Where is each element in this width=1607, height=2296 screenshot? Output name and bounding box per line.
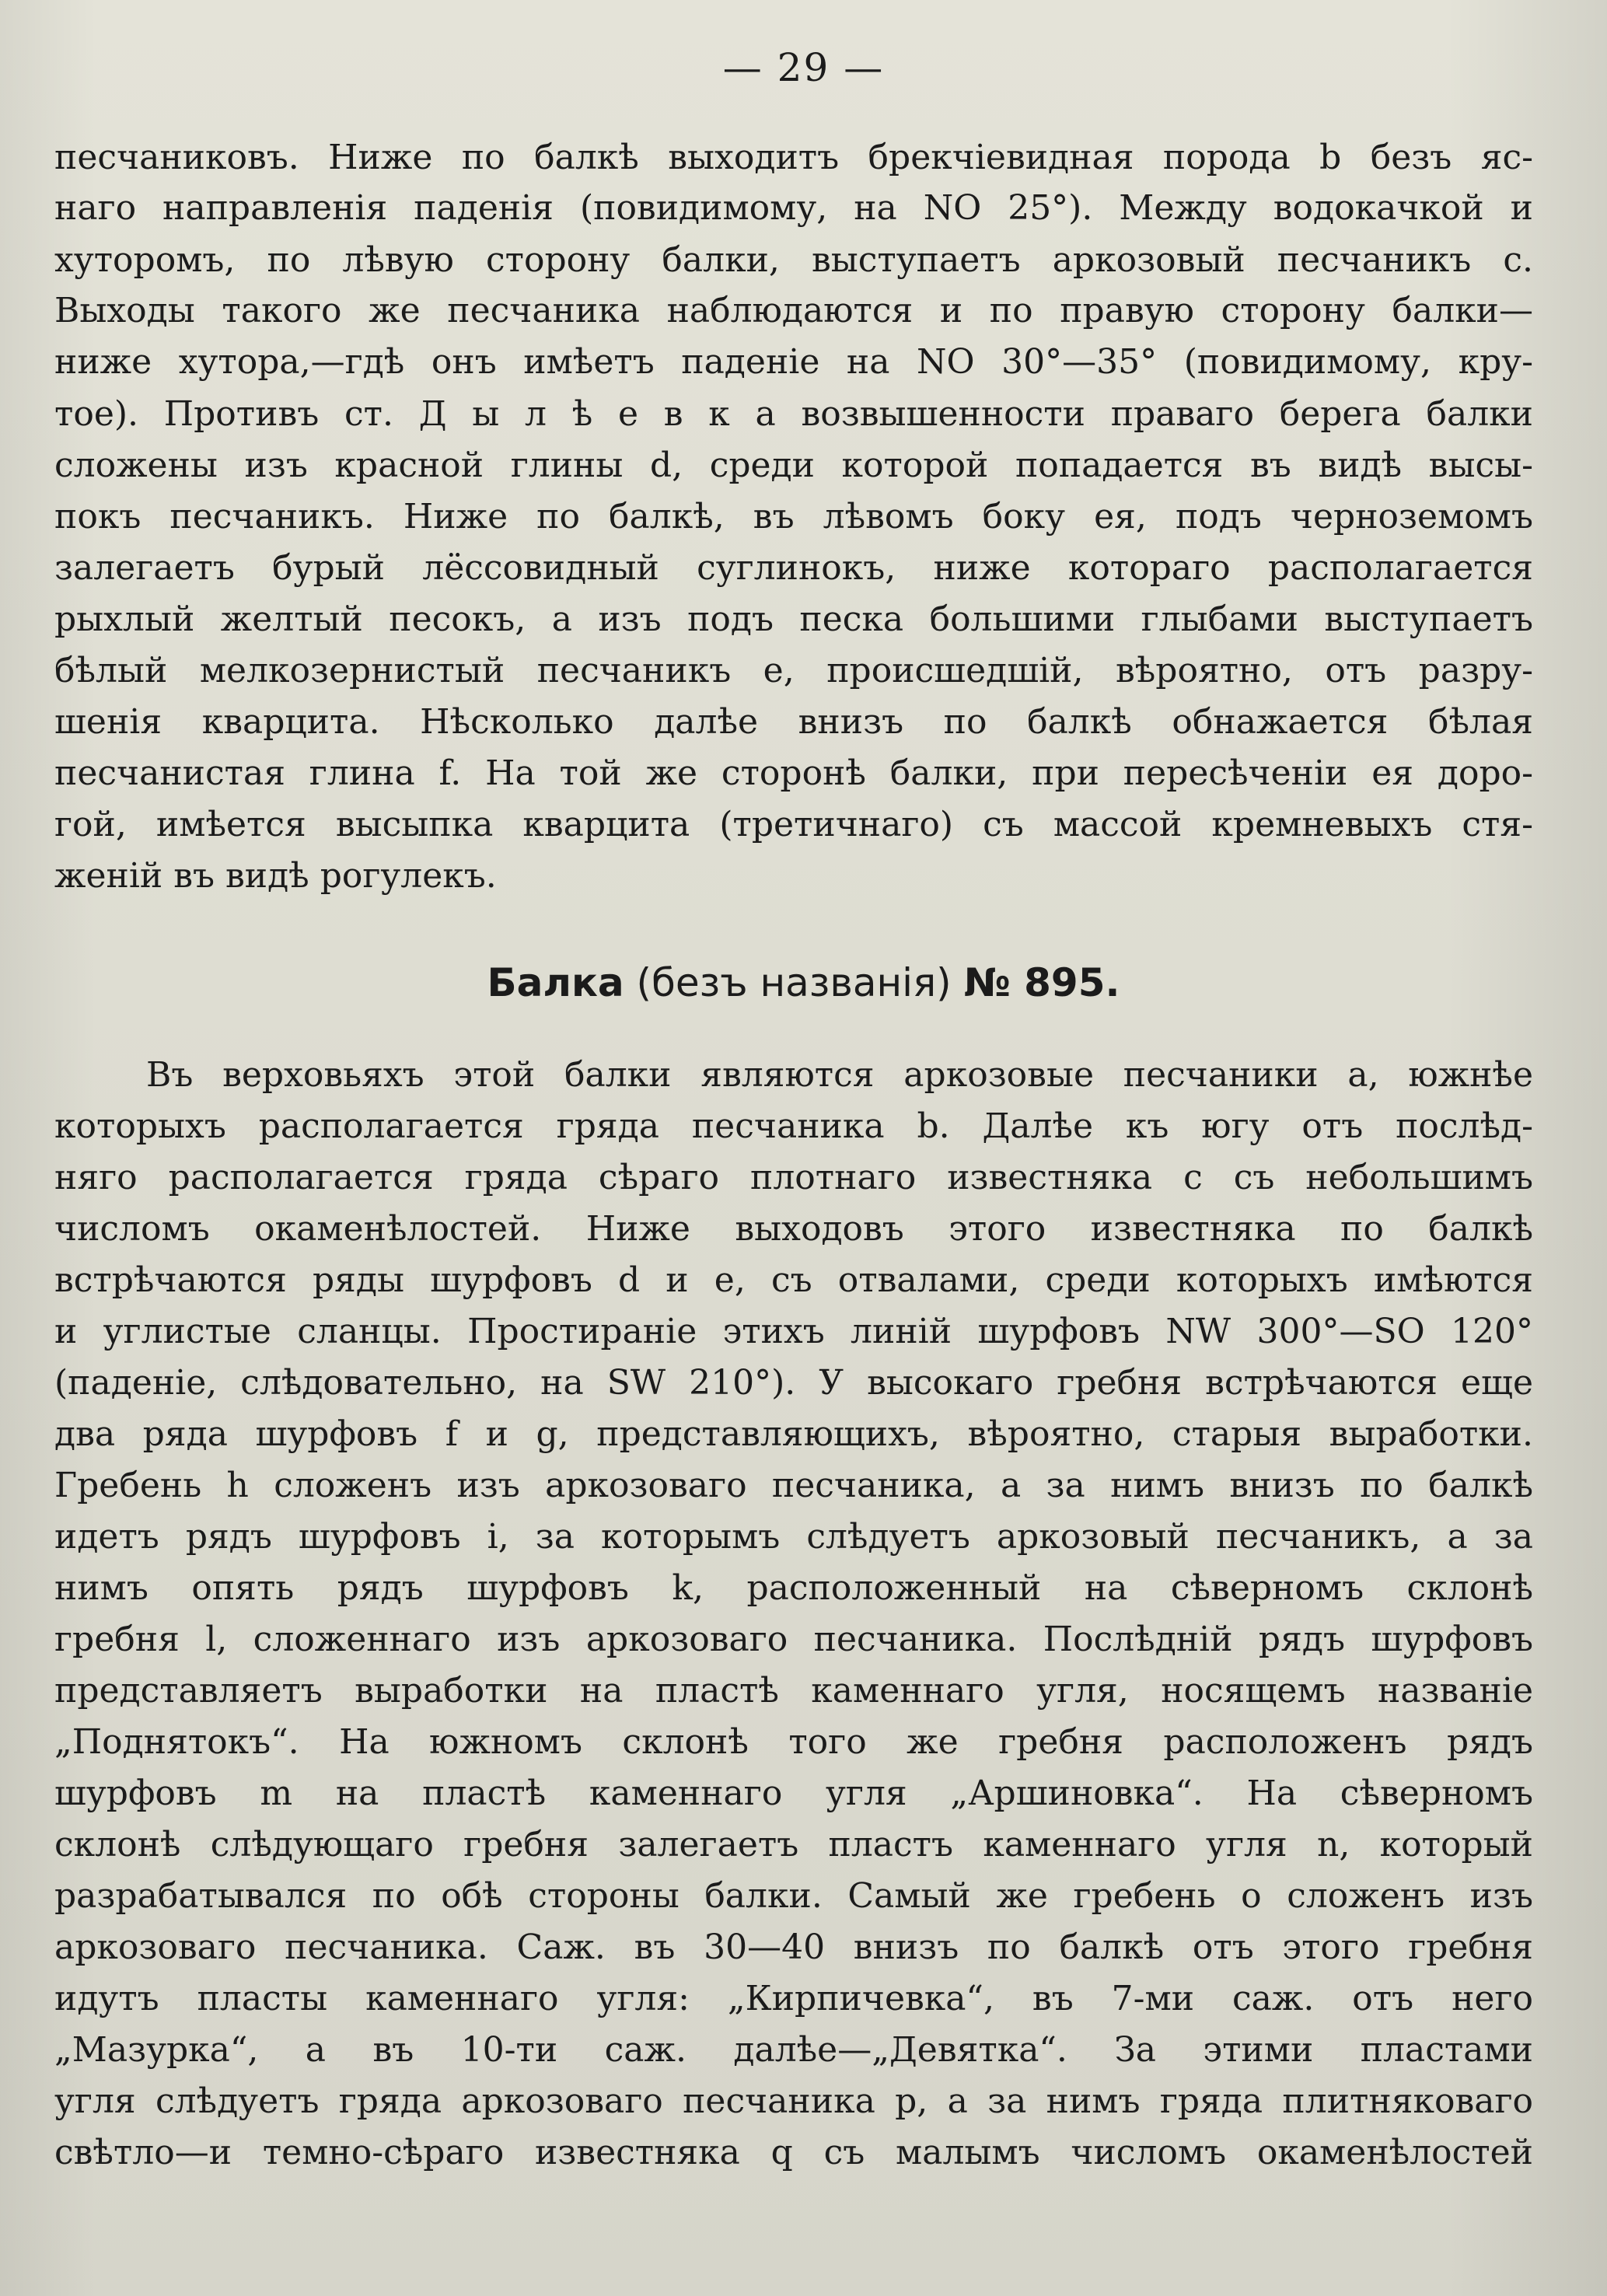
text-line: угля слѣдуетъ гряда аркозоваго песчаника p, а за нимъ гряда плитняковаго <box>54 2081 1533 2121</box>
text-line: бѣлый мелкозернистый песчаникъ e, происшедшій, вѣроятно, отъ разру- <box>54 651 1533 690</box>
text-line: Въ верховьяхъ этой балки являются аркозовые песчаники a, южнѣе <box>146 1055 1533 1095</box>
text-line: хуторомъ, по лѣвую сторону балки, выступаетъ аркозовый песчаникъ c. <box>54 240 1533 280</box>
text-line: аркозоваго песчаника. Саж. въ 30—40 внизъ по балкѣ отъ этого гребня <box>54 1927 1533 1967</box>
text-line: рыхлый желтый песокъ, а изъ подъ песка большими глыбами выступаетъ <box>54 599 1533 639</box>
heading-subtitle: (безъ названія) <box>636 960 952 1005</box>
text-line: которыхъ располагается гряда песчаника b. Далѣе къ югу отъ послѣд- <box>54 1106 1533 1146</box>
text-line: и углистые сланцы. Простираніе этихъ линій шурфовъ NW 300°—SO 120° <box>54 1312 1533 1351</box>
text-line: свѣтло—и темно-сѣраго известняка q съ малымъ числомъ окаменѣлостей <box>54 2133 1533 2172</box>
text-line: наго направленія паденія (повидимому, на NO 25°). Между водокачкой и <box>54 188 1533 228</box>
text-line: покъ песчаникъ. Ниже по балкѣ, въ лѣвомъ боку ея, подъ черноземомъ <box>54 497 1533 536</box>
text-line: склонѣ слѣдующаго гребня залегаетъ пластъ каменнаго угля n, который <box>54 1825 1533 1864</box>
heading-number: № 895. <box>963 960 1120 1005</box>
page-number: — 29 — <box>722 45 885 90</box>
text-line: залегаетъ бурый лёссовидный суглинокъ, ниже котораго располагается <box>54 548 1533 588</box>
text-line: сложены изъ красной глины d, среди которой попадается въ видѣ высы- <box>54 446 1533 485</box>
text-line: разрабатывался по обѣ стороны балки. Самый же гребень o сложенъ изъ <box>54 1876 1533 1916</box>
text-line: „Мазурка“, а въ 10-ти саж. далѣе—„Девятка“. За этими пластами <box>54 2030 1533 2070</box>
text-line: два ряда шурфовъ f и g, представляющихъ, вѣроятно, старыя выработки. <box>54 1414 1533 1454</box>
text-line: нимъ опять рядъ шурфовъ k, расположенный на сѣверномъ склонѣ <box>54 1568 1533 1608</box>
text-line: идутъ пласты каменнаго угля: „Кирпичевка“, въ 7-ми саж. отъ него <box>54 1979 1533 2018</box>
text-line: шурфовъ m на пластѣ каменнаго угля „Аршиновка“. На сѣверномъ <box>54 1774 1533 1813</box>
text-line: няго располагается гряда сѣраго плотнаго известняка c съ небольшимъ <box>54 1158 1533 1197</box>
text-line: шенія кварцита. Нѣсколько далѣе внизъ по балкѣ обнажается бѣлая <box>54 702 1533 742</box>
text-line: Гребень h сложенъ изъ аркозоваго песчаника, а за нимъ внизъ по балкѣ <box>54 1466 1533 1505</box>
text-line: числомъ окаменѣлостей. Ниже выходовъ этого известняка по балкѣ <box>54 1209 1533 1249</box>
text-line: идетъ рядъ шурфовъ i, за которымъ слѣдуетъ аркозовый песчаникъ, а за <box>54 1517 1533 1557</box>
section-heading <box>0 958 1607 1008</box>
text-line: представляетъ выработки на пластѣ каменнаго угля, носящемъ названіе <box>54 1671 1533 1711</box>
text-line: „Поднятокъ“. На южномъ склонѣ того же гребня расположенъ рядъ <box>54 1722 1533 1762</box>
text-line: встрѣчаются ряды шурфовъ d и e, съ отвалами, среди которыхъ имѣются <box>54 1260 1533 1300</box>
text-line: тое). Противъ ст. Д ы л ѣ е в к а возвышенности праваго берега балки <box>54 394 1533 434</box>
text-line: (паденіе, слѣдовательно, на SW 210°). У высокаго гребня встрѣчаются еще <box>54 1363 1533 1403</box>
text-line: гой, имѣется высыпка кварцита (третичнаго) съ массой кремневыхъ стя- <box>54 805 1533 844</box>
text-line: песчаниковъ. Ниже по балкѣ выходитъ брекчіевидная порода b безъ яс- <box>54 138 1533 177</box>
text-line: песчанистая глина f. На той же сторонѣ балки, при пересѣченіи ея доро- <box>54 753 1533 793</box>
text-line: ниже хутора,—гдѣ онъ имѣетъ паденіе на NO 30°—35° (повидимому, кру- <box>54 342 1533 382</box>
heading-title: Балка <box>487 960 624 1005</box>
text-line: гребня l, сложеннаго изъ аркозоваго песчаника. Послѣдній рядъ шурфовъ <box>54 1620 1533 1659</box>
text-line: женій въ видѣ рогулекъ. <box>54 856 497 896</box>
text-line: Выходы такого же песчаника наблюдаются и по правую сторону балки— <box>54 291 1533 330</box>
